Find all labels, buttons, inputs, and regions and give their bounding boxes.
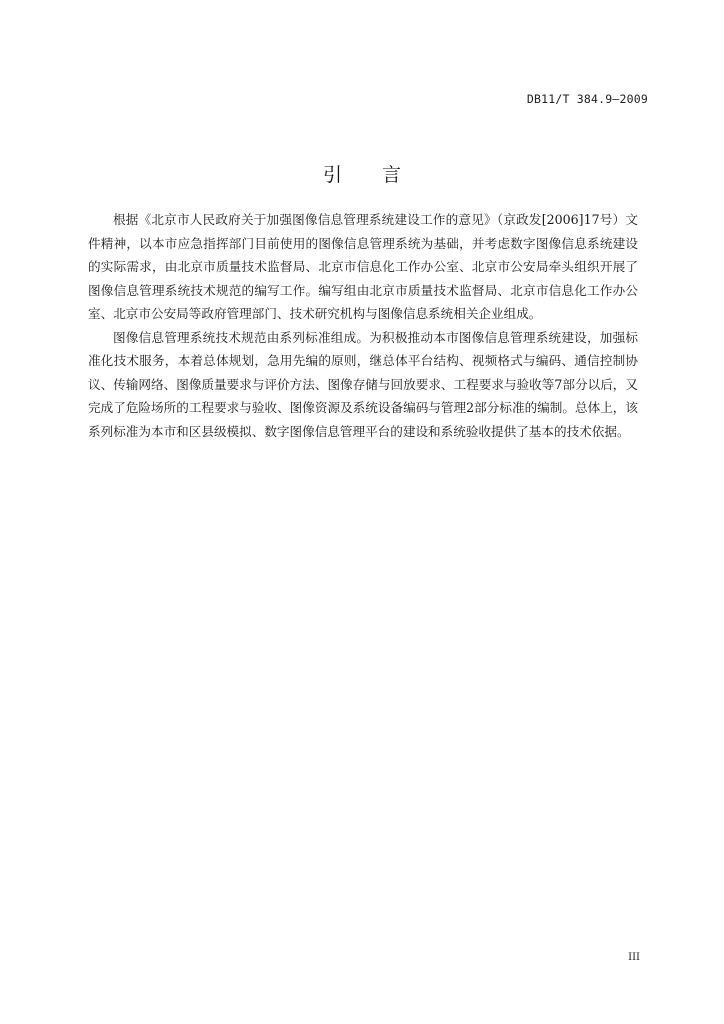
title-char-1: 引 (322, 164, 342, 186)
body-text (88, 208, 638, 443)
section-title (0, 160, 724, 187)
title-char-2: 言 (382, 164, 402, 186)
standard-number: DB11/T 384.9—2009 (526, 92, 648, 106)
paragraph-2: 图像信息管理系统技术规范由系列标准组成。为积极推动本市图像信息管理系统建设，加强标准化技术服务，本着总体规划，急用先编的原则，继总体平台结构、视频格式与编码、通信控制协议、传输网络、图像质量要求与评价方法、图像存储与回放要求、工程要求与验收等7部分以后，又完成了危险场所的工程要求与验收、图像资源及系统设备编码与管理2部分标准的编制。总体上，该系列标准为本市和区县级模拟、数字图像信息管理平台的建设和系统验收提供了基本的技术依据。 (88, 329, 638, 439)
page-number: III (628, 952, 640, 963)
paragraph-1: 根据《北京市人民政府关于加强图像信息管理系统建设工作的意见》（京政发[2006]17号）文件精神，以本市应急指挥部门目前使用的图像信息管理系统为基础，并考虑数字图像信息系统建设的实际需求，由北京市质量技术监督局、北京市信息化工作办公室、北京市公安局牵头组织开展了图像信息管理系统技术规范的编写工作。编写组由北京市质量技术监督局、北京市信息化工作办公室、北京市公安局等政府管理部门、技术研究机构与图像信息系统相关企业组成。 (88, 212, 638, 321)
